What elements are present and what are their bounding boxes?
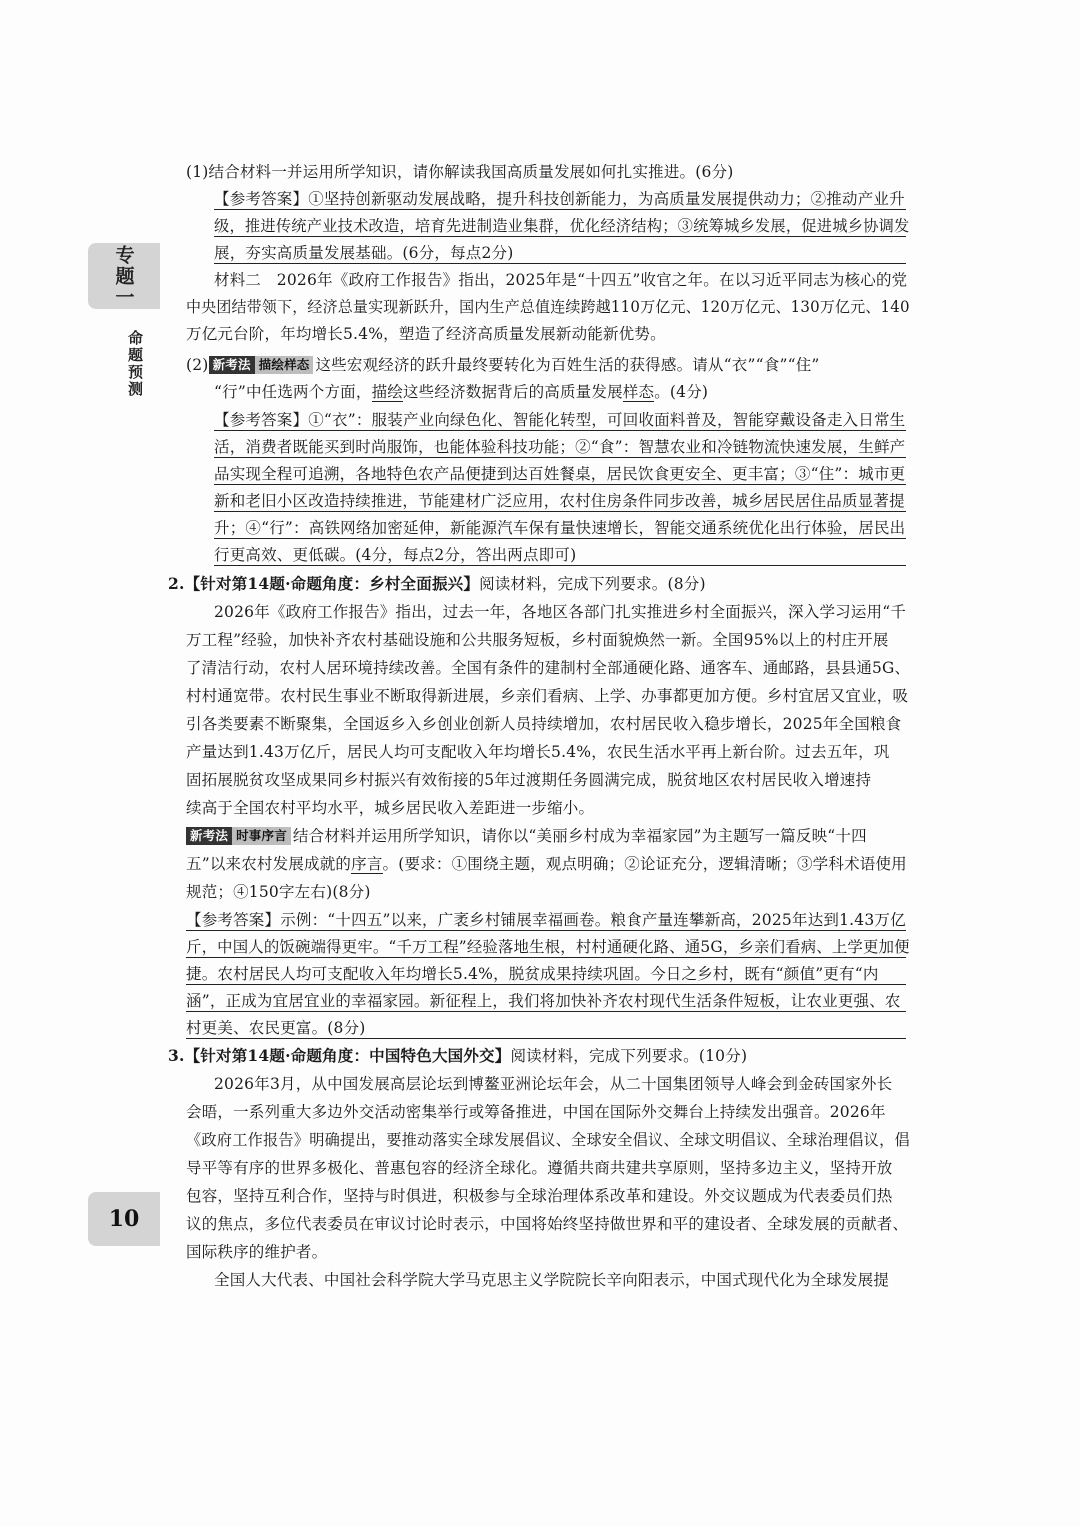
item2-task-b: 。(要求：①围绕主题，观点明确；②论证充分，逻辑清晰；③学科术语使用 xyxy=(382,855,907,873)
item2-material-line: 续高于全国农村平均水平，城乡居民收入差距进一步缩小。 xyxy=(186,799,595,817)
item2-material-line: 固拓展脱贫攻坚成果同乡村振兴有效衔接的5年过渡期任务圆满完成，脱贫地区农村居民收入增速持 xyxy=(186,771,872,789)
q2-answer-line: 升；④“行”：高铁网络加密延伸，新能源汽车保有量快速增长，智能交通系统优化出行体验，居民出 xyxy=(214,519,906,537)
item3-header xyxy=(168,1046,747,1066)
q2-answer-line: 活，消费者既能买到时尚服饰，也能体验科技功能；②“食”：智慧农业和冷链物流快速发展，生鲜产 xyxy=(214,438,906,456)
item3-material-line: 会晤，一系列重大多边外交活动密集举行或筹备推进，中国在国际外交舞台上持续发出强音。2026年 xyxy=(186,1103,886,1121)
item2-angle: 【针对第14题·命题角度：乡村全面振兴】 xyxy=(184,574,480,593)
q2-keyword-describe: 描绘 xyxy=(371,383,403,401)
item2-task-line2 xyxy=(186,854,907,874)
item3-material-line: 包容，坚持互利合作，坚持与时俱进，积极参与全球治理体系改革和建设。外交议题成为代表委员们热 xyxy=(186,1187,893,1205)
q2-line2-a: “行”中任选两个方面， xyxy=(214,383,372,401)
item2-answer-line: 村更美、农民更富。(8分) xyxy=(186,1018,906,1039)
item2-header xyxy=(168,574,706,594)
material2-line: 万亿元台阶，年均增长5.4%，塑造了经济高质量发展新动能新优势。 xyxy=(186,325,666,343)
item3-material-line: 议的焦点，多位代表委员在审议讨论时表示，中国将始终坚持做世界和平的建设者、全球发展的贡献者、 xyxy=(186,1215,909,1233)
item2-material-line: 产量达到1.43万亿斤，居民人均可支配收入年均增长5.4%，农民生活水平再上新台阶。过去五年，巩 xyxy=(186,743,890,761)
item2-task-a: 五”以来农村发展成就的 xyxy=(186,855,352,873)
item3-material-line: 《政府工作报告》明确提出，要推动落实全球发展倡议、全球安全倡议、全球文明倡议、全球治理倡议，倡 xyxy=(186,1131,910,1149)
chapter-sub-label: 命题预测 xyxy=(126,330,144,398)
q2-line2-b: 这些经济数据背后的高质量发展 xyxy=(402,383,623,401)
item3-number: 3. xyxy=(168,1046,185,1065)
item2-task-line1 xyxy=(186,826,867,846)
item2-material-line: 2026年《政府工作报告》指出，过去一年，各地区各部门扎实推进乡村全面振兴，深入学习运用“千 xyxy=(214,603,907,621)
material2-line: 中央团结带领下，经济总量实现新跃升，国内生产总值连续跨越110万亿元、120万亿元、130万亿元、140 xyxy=(186,298,910,316)
item2-material-line: 了清洁行动，农村人居环境持续改善。全国有条件的建制村全部通硬化路、通客车、通邮路，县县通5G、 xyxy=(186,659,911,677)
item2-material-line: 村村通宽带。农村民生事业不断取得新进展，乡亲们看病、上学、办事都更加方便。乡村宜居又宜业，吸 xyxy=(186,687,909,705)
q1-answer-line: 级，推进传统产业技术改造，培育先进制造业集群，优化经济结构；③统筹城乡发展，促进城乡协调发 xyxy=(214,217,910,235)
item2-answer-line: 【参考答案】示例：“十四五”以来，广袤乡村铺展幸福画卷。粮食产量连攀新高，2025年达到1.43万亿 xyxy=(186,911,906,929)
item2-task-line3: 规范；④150字左右)(8分) xyxy=(186,883,371,901)
item3-material-line: 全国人大代表、中国社会科学院大学马克思主义学院院长辛向阳表示，中国式现代化为全球发展提 xyxy=(214,1271,890,1289)
chapter-tab-label: 专题一 xyxy=(112,244,135,308)
q2-prefix: (2) xyxy=(186,356,209,374)
material2-line: 材料二 2026年《政府工作报告》指出，2025年是“十四五”收官之年。在以习近平同志为核心的党 xyxy=(214,271,908,289)
q2-answer-line: 新和老旧小区改造持续推进，节能建材广泛应用，农村住房条件同步改善，城乡居民居住品质显著提 xyxy=(214,492,905,510)
item2-instruction: 阅读材料，完成下列要求。(8分) xyxy=(479,575,706,593)
chapter-tab xyxy=(88,243,160,309)
item2-keyword-preface: 序言 xyxy=(351,855,383,873)
q2-line2-c: 。(4分) xyxy=(654,383,709,401)
q1-answer-line: 【参考答案】①坚持创新驱动发展战略，提升科技创新能力，为高质量发展提供动力；②推动产业升 xyxy=(214,190,905,208)
item3-instruction: 阅读材料，完成下列要求。(10分) xyxy=(510,1047,748,1065)
q1-question: (1)结合材料一并运用所学知识，请你解读我国高质量发展如何扎实推进。(6分) xyxy=(186,163,734,181)
item2-type-tag: 时事序言 xyxy=(232,827,291,845)
q2-answer-line: 行更高效、更低碳。(4分，每点2分，答出两点即可) xyxy=(214,545,906,566)
q2-type-tag: 描绘样态 xyxy=(255,356,314,374)
item3-material-line: 2026年3月，从中国发展高层论坛到博鳌亚洲论坛年会，从二十国集团领导人峰会到金砖国家外长 xyxy=(214,1075,893,1093)
item2-material-line: 引各类要素不断聚集，全国返乡入乡创业创新人员持续增加，农村居民收入稳步增长，2025年全国粮食 xyxy=(186,715,902,733)
q2-keyword-pattern: 样态 xyxy=(622,383,655,401)
new-method-tag: 新考法 xyxy=(186,827,232,845)
item3-material-line: 国际秩序的维护者。 xyxy=(186,1243,328,1261)
item3-material-line: 导平等有序的世界多极化、普惠包容的经济全球化。遵循共商共建共享原则，坚持多边主义，坚持开放 xyxy=(186,1159,893,1177)
item3-angle: 【针对第14题·命题角度：中国特色大国外交】 xyxy=(184,1046,511,1065)
page-number: 10 xyxy=(88,1192,160,1246)
new-method-tag: 新考法 xyxy=(209,356,255,374)
q2-question-line1 xyxy=(186,355,820,375)
item2-number: 2. xyxy=(168,574,185,593)
q2-answer-line: 品实现全程可追溯，各地特色农产品便捷到达百姓餐桌，居民饮食更安全、更丰富；③“住”：城市更 xyxy=(214,465,906,483)
item2-task-text: 结合材料并运用所学知识，请你以“美丽乡村成为幸福家园”为主题写一篇反映“十四 xyxy=(292,827,867,845)
q1-answer-line: 展，夯实高质量发展基础。(6分，每点2分) xyxy=(214,243,906,264)
item2-answer-line: 斤，中国人的饭碗端得更牢。“千万工程”经验落地生根，村村通硬化路、通5G，乡亲们看病、上学更加便 xyxy=(186,938,910,956)
item2-material-line: 万工程”经验，加快补齐农村基础设施和公共服务短板，乡村面貌焕然一新。全国95%以上的村庄开展 xyxy=(186,631,889,649)
q2-line1-text: 这些宏观经济的跃升最终要转化为百姓生活的获得感。请从“衣”“食”“住” xyxy=(315,356,820,374)
item2-answer-line: 捷。农村居民人均可支配收入年均增长5.4%，脱贫成果持续巩固。今日之乡村，既有“颜值”更有“内 xyxy=(186,964,906,985)
item2-answer-line: 涵”，正成为宜居宜业的幸福家园。新征程上，我们将加快补齐农村现代生活条件短板，让农业更强、农 xyxy=(186,991,906,1012)
q2-answer-line: 【参考答案】①“衣”：服装产业向绿色化、智能化转型，可回收面料普及，智能穿戴设备走入日常生 xyxy=(214,411,906,429)
q2-question-line2 xyxy=(214,382,708,402)
